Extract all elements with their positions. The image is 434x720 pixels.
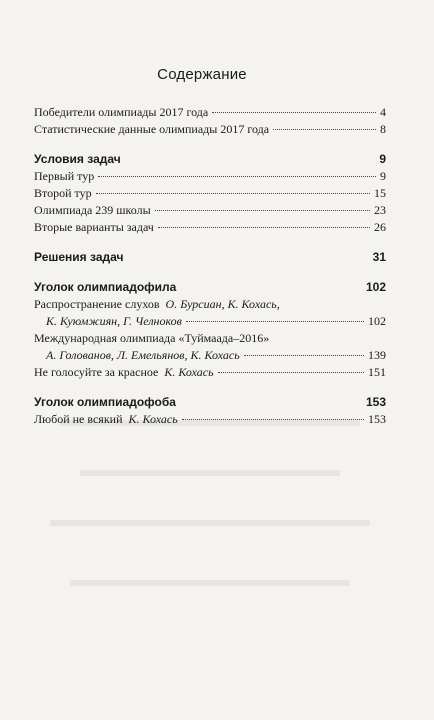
entry-title: Любой не всякий xyxy=(34,412,123,426)
dot-leader xyxy=(158,227,370,228)
section-page: 102 xyxy=(365,280,386,294)
entry-author: К. Куюмжиян, Г. Челноков xyxy=(46,314,182,328)
toc-section xyxy=(34,151,386,236)
toc-entry[interactable] xyxy=(34,411,386,428)
entry-page: 102 xyxy=(368,314,386,328)
bleed-through xyxy=(50,520,370,526)
toc-entry-continuation[interactable] xyxy=(34,313,386,330)
toc-entry-continuation[interactable] xyxy=(34,347,386,364)
toc-entry[interactable] xyxy=(34,296,386,313)
section-page: 31 xyxy=(372,250,386,264)
dot-leader xyxy=(155,210,370,211)
toc-entry[interactable] xyxy=(34,202,386,219)
entry-page: 8 xyxy=(380,122,386,136)
bleed-through xyxy=(70,580,350,586)
entry-author: К. Кохась xyxy=(164,365,214,379)
entry-author: А. Голованов, Л. Емельянов, К. Кохась xyxy=(46,348,240,362)
dot-leader xyxy=(98,176,376,177)
section-title-row[interactable] xyxy=(34,151,386,168)
entry-page: 4 xyxy=(380,105,386,119)
bleed-through xyxy=(80,470,340,476)
entry-page: 9 xyxy=(380,169,386,183)
toc-entry[interactable] xyxy=(34,185,386,202)
entry-page: 26 xyxy=(374,220,386,234)
section-title-row[interactable] xyxy=(34,249,386,266)
toc-entry[interactable] xyxy=(34,168,386,185)
entry-title: Международная олимпиада «Туймаада–2016» xyxy=(34,331,270,345)
section-title-row[interactable] xyxy=(34,394,386,411)
entry-page: 151 xyxy=(368,365,386,379)
entry-title: Второй тур xyxy=(34,186,92,200)
section-title: Уголок олимпиадофила xyxy=(34,280,177,294)
toc-section xyxy=(34,249,386,266)
entry-title: Статистические данные олимпиады 2017 года xyxy=(34,122,270,136)
entry-author: О. Бурсиан, К. Кохась, xyxy=(165,297,280,311)
dot-leader xyxy=(212,112,376,113)
entry-page: 153 xyxy=(368,412,386,426)
section-title-row[interactable] xyxy=(34,279,386,296)
toc-section xyxy=(34,394,386,428)
entry-page: 139 xyxy=(368,348,386,362)
entry-author: К. Кохась xyxy=(128,412,178,426)
toc-heading: Содержание xyxy=(157,66,247,83)
toc-entry[interactable] xyxy=(34,364,386,381)
dot-leader xyxy=(96,193,370,194)
entry-title: Распространение слухов xyxy=(34,297,160,311)
entry-title: Победители олимпиады 2017 года xyxy=(34,105,209,119)
entry-page: 23 xyxy=(374,203,386,217)
section-page: 153 xyxy=(365,395,386,409)
section-title: Уголок олимпиадофоба xyxy=(34,395,176,409)
dot-leader xyxy=(218,372,364,373)
toc-entry[interactable] xyxy=(34,330,386,347)
dot-leader xyxy=(186,321,364,322)
dot-leader xyxy=(273,129,376,130)
section-title: Решения задач xyxy=(34,250,124,264)
entry-title: Не голосуйте за красное xyxy=(34,365,159,379)
entry-title: Первый тур xyxy=(34,169,95,183)
toc-entry[interactable] xyxy=(34,121,386,138)
toc-section xyxy=(34,279,386,381)
dot-leader xyxy=(182,419,364,420)
section-page: 9 xyxy=(379,152,386,166)
table-of-contents xyxy=(34,104,386,441)
dot-leader xyxy=(244,355,364,356)
entry-title: Олимпиада 239 школы xyxy=(34,203,151,217)
section-title: Условия задач xyxy=(34,152,121,166)
toc-section xyxy=(34,104,386,138)
toc-entry[interactable] xyxy=(34,104,386,121)
entry-title: Вторые варианты задач xyxy=(34,220,154,234)
entry-page: 15 xyxy=(374,186,386,200)
toc-entry[interactable] xyxy=(34,219,386,236)
